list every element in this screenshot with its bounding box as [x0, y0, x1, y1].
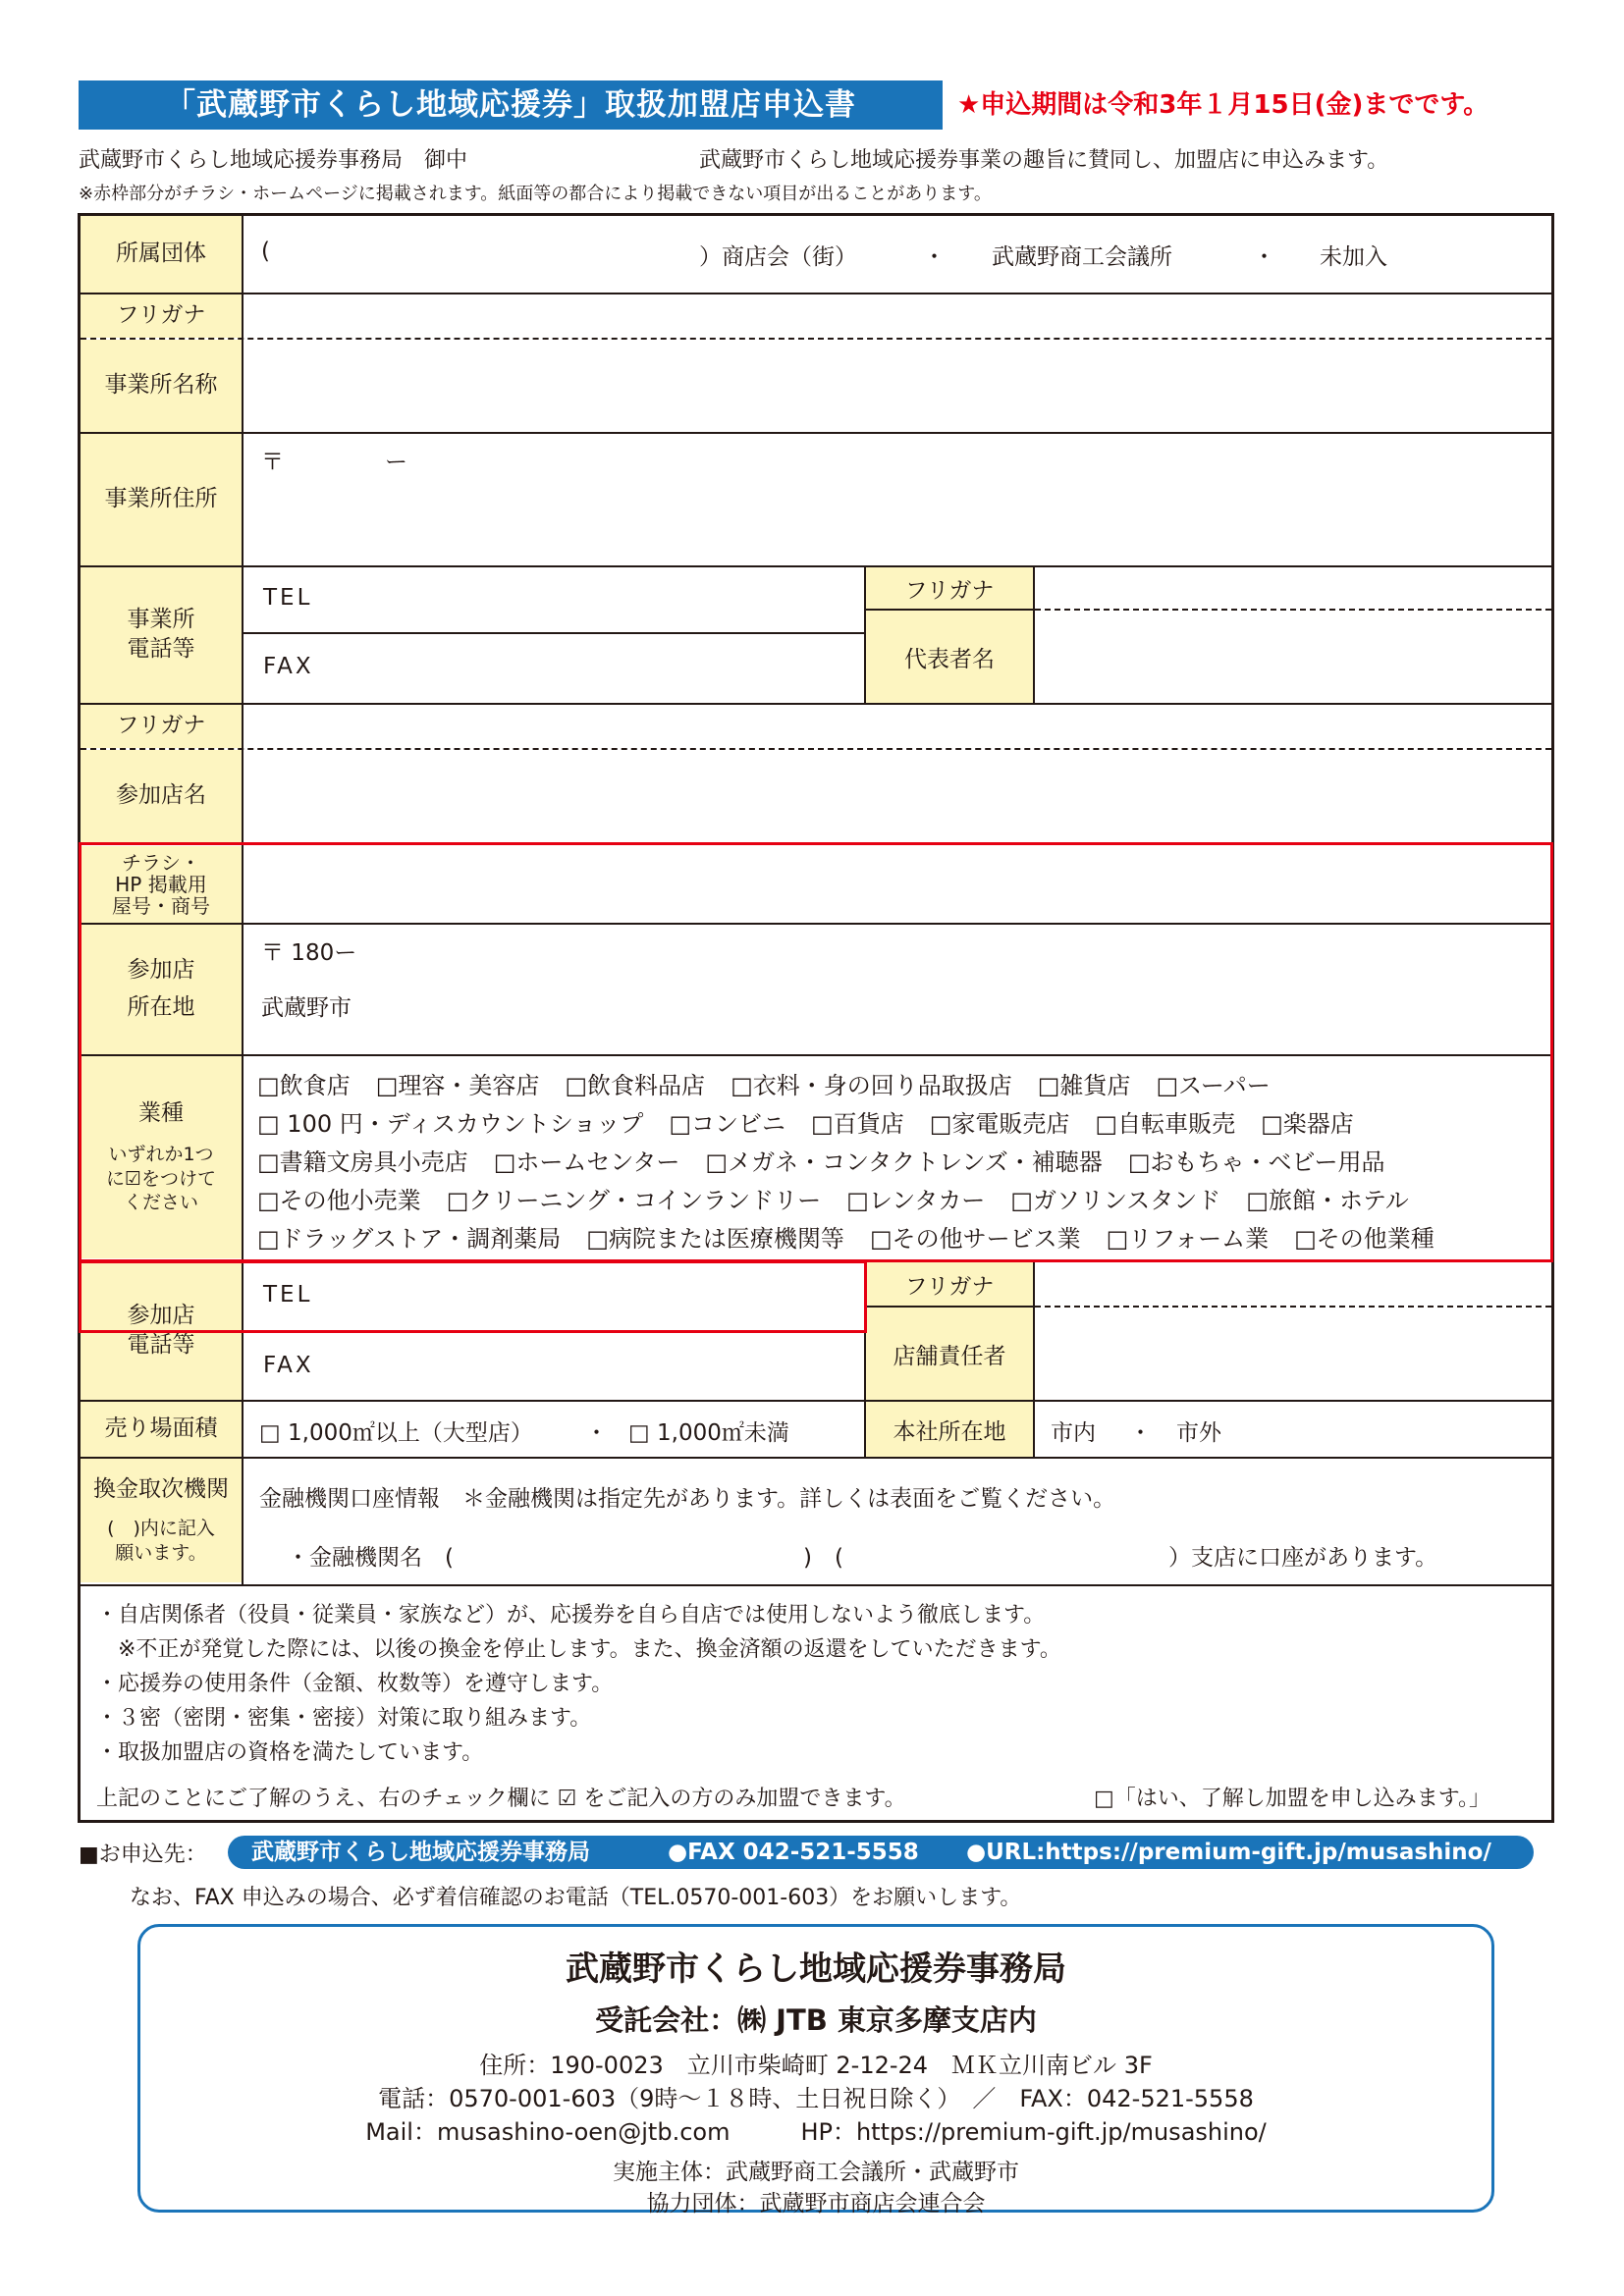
- industry-option[interactable]: □リフォーム業: [1106, 1225, 1270, 1253]
- label-manager-furigana: フリガナ: [866, 1262, 1033, 1306]
- bank-info-text: 金融機関口座情報 ＊金融機関は指定先があります。詳しくは表面をご覧ください。: [259, 1486, 1116, 1512]
- apply-prefix: ■お申込先：: [79, 1842, 207, 1867]
- office-phone: 電話：0570-001-603（9時～１８時、土日祝日除く） ／ FAX：042-521-5558: [378, 2085, 1254, 2112]
- store-postal: 〒 180ー: [261, 940, 357, 966]
- deadline-notice: ★申込期間は令和3年１月15日(金)までです。: [957, 90, 1489, 120]
- affiliation-none-option[interactable]: 未加入: [1320, 244, 1387, 270]
- label-rep-furigana: フリガナ: [866, 567, 1033, 609]
- organizer: 実施主体：武蔵野商工会議所・武蔵野市: [613, 2160, 1019, 2185]
- industry-row-4[interactable]: [257, 1181, 1435, 1215]
- affiliation-separator: ・: [923, 244, 946, 270]
- industry-option[interactable]: □ガソリンスタンド: [1010, 1187, 1221, 1214]
- bank-branch-open: ) (: [803, 1545, 843, 1571]
- label-hq: 本社所在地: [866, 1402, 1033, 1457]
- industry-option[interactable]: □その他業種: [1294, 1225, 1435, 1253]
- industry-option[interactable]: □ホームセンター: [493, 1148, 680, 1176]
- hq-outside-option[interactable]: 市外: [1176, 1420, 1221, 1446]
- industry-option[interactable]: □旅館・ホテル: [1246, 1187, 1409, 1214]
- industry-row-3[interactable]: [257, 1143, 1411, 1177]
- industry-option[interactable]: □コンビニ: [669, 1110, 786, 1138]
- industry-option[interactable]: □百貨店: [811, 1110, 904, 1138]
- term-item: ・自店関係者（役員・従業員・家族など）が、応援券を自ら自店では使用しないよう徹底します。: [96, 1603, 1046, 1628]
- office-postal-dash: ー: [385, 450, 407, 475]
- apply-note: なお、FAX 申込みの場合、必ず着信確認のお電話（TEL.0570-001-603）をお願いします。: [130, 1886, 1022, 1910]
- affiliation-separator: ・: [1253, 244, 1275, 270]
- industry-option[interactable]: □病院または医療機関等: [586, 1225, 844, 1253]
- cooperation: 協力団体：武蔵野市商店会連合会: [646, 2191, 986, 2216]
- label-store-location: 参加店 所在地: [81, 925, 242, 1054]
- industry-option[interactable]: □おもちゃ・ベビー用品: [1127, 1148, 1385, 1176]
- label-industry: 業種 いずれか1つ に☑をつけて ください: [81, 1056, 242, 1258]
- term-item: ・取扱加盟店の資格を満たしています。: [96, 1740, 484, 1765]
- floor-area-separator: ・: [585, 1420, 608, 1446]
- floor-area-small-checkbox[interactable]: □ 1,000㎡未満: [628, 1420, 789, 1446]
- bank-name-field[interactable]: ・金融機関名 (: [287, 1545, 454, 1571]
- label-affiliation: 所属団体: [81, 216, 242, 293]
- industry-option[interactable]: □雑貨店: [1037, 1072, 1131, 1099]
- industry-option[interactable]: □その他サービス業: [869, 1225, 1081, 1253]
- floor-area-large-checkbox[interactable]: □ 1,000㎡以上（大型店）: [259, 1420, 533, 1446]
- office-mail-web: Mail：musashino-oen@jtb.com HP：https://premium-gift.jp/musashino/: [365, 2118, 1267, 2146]
- label-store-phone: 参加店 電話等: [81, 1262, 242, 1400]
- industry-row-2[interactable]: [257, 1104, 1380, 1139]
- form-title: 「武蔵野市くらし地域応援券」取扱加盟店申込書: [79, 80, 943, 130]
- contractor: 受託会社：㈱ JTB 東京多摩支店内: [595, 2003, 1037, 2037]
- industry-row-5[interactable]: [257, 1219, 1460, 1254]
- label-store-name: 参加店名: [81, 750, 242, 842]
- office-postal-mark: 〒: [261, 450, 284, 475]
- office-tel-field[interactable]: TEL: [263, 585, 313, 611]
- red-frame-note: ※赤枠部分がチラシ・ホームページに掲載されます。紙面等の都合により掲載できない項目が出ることがあります。: [79, 184, 992, 204]
- bank-branch-text: ）支店に口座があります。: [1168, 1545, 1438, 1571]
- industry-row-1[interactable]: [257, 1066, 1296, 1100]
- term-item: ※不正が発覚した際には、以後の換金を停止します。また、換金済額の返還をしていただきます。: [96, 1637, 1061, 1662]
- hq-separator: ・: [1129, 1420, 1152, 1446]
- store-city: 武蔵野市: [261, 995, 352, 1021]
- label-office-name: 事業所名称: [81, 340, 242, 432]
- apply-url-link[interactable]: ●URL:https://premium-gift.jp/musashino/: [966, 1840, 1491, 1865]
- label-manager: 店舗責任者: [866, 1308, 1033, 1400]
- apply-fax: ●FAX 042-521-5558: [668, 1840, 919, 1865]
- affiliation-chamber-option[interactable]: 武蔵野商工会議所: [992, 244, 1172, 270]
- label-furigana: フリガナ: [81, 294, 242, 338]
- industry-option[interactable]: □楽器店: [1261, 1110, 1354, 1138]
- label-bank: 換金取次機関 ( )内に記入 願います。: [81, 1459, 242, 1582]
- term-item: ・３密（密閉・密集・密接）対策に取り組みます。: [96, 1706, 592, 1731]
- office-name-heading: 武蔵野市くらし地域応援券事務局: [566, 1949, 1066, 1989]
- industry-option[interactable]: □ 100 円・ディスカウントショップ: [257, 1110, 644, 1138]
- consent-checkbox[interactable]: □「はい、了解し加盟を申し込みます。」: [1094, 1787, 1491, 1811]
- label-furigana-2: フリガナ: [81, 705, 242, 748]
- apply-office: 武蔵野市くらし地域応援券事務局: [251, 1840, 590, 1865]
- addressee: 武蔵野市くらし地域応援券事務局 御中: [79, 148, 468, 173]
- industry-option[interactable]: □その他小売業: [257, 1187, 421, 1214]
- industry-option[interactable]: □レンタカー: [846, 1187, 986, 1214]
- affiliation-shotenkai-option[interactable]: ）商店会（街）: [699, 244, 857, 270]
- office-address: 住所：190-0023 立川市柴崎町 2-12-24 ＭＫ立川南ビル 3F: [479, 2052, 1153, 2079]
- industry-option[interactable]: □スーパー: [1156, 1072, 1271, 1099]
- term-item: ・応援券の使用条件（金額、枚数等）を遵守します。: [96, 1672, 614, 1696]
- industry-option[interactable]: □書籍文房具小売店: [257, 1148, 468, 1176]
- label-flyer-name: チラシ・ HP 掲載用 屋号・商号: [81, 846, 242, 923]
- industry-option[interactable]: □飲食店: [257, 1072, 351, 1099]
- industry-option[interactable]: □家電販売店: [929, 1110, 1070, 1138]
- statement: 武蔵野市くらし地域応援券事業の趣旨に賛同し、加盟店に申込みます。: [699, 148, 1389, 173]
- industry-option[interactable]: □クリーニング・コインランドリー: [446, 1187, 822, 1214]
- industry-option[interactable]: □自転車販売: [1095, 1110, 1236, 1138]
- industry-option[interactable]: □理容・美容店: [375, 1072, 540, 1099]
- store-fax-field[interactable]: FAX: [263, 1353, 314, 1378]
- industry-option[interactable]: □メガネ・コンタクトレンズ・補聴器: [705, 1148, 1103, 1176]
- industry-option[interactable]: □飲食料品店: [565, 1072, 706, 1099]
- office-fax-field[interactable]: FAX: [263, 654, 314, 679]
- store-tel-field[interactable]: TEL: [263, 1282, 313, 1308]
- industry-option[interactable]: □ドラッグストア・調剤薬局: [257, 1225, 562, 1253]
- industry-option[interactable]: □衣料・身の回り品取扱店: [731, 1072, 1012, 1099]
- label-floor-area: 売り場面積: [81, 1402, 242, 1457]
- affiliation-open-paren: (: [261, 239, 270, 264]
- apply-contact-bar: [228, 1836, 1534, 1869]
- label-representative: 代表者名: [866, 611, 1033, 703]
- hq-inside-option[interactable]: 市内: [1051, 1420, 1096, 1446]
- consent-text: 上記のことにご了解のうえ、右のチェック欄に ☑ をご記入の方のみ加盟できます。: [96, 1787, 906, 1811]
- label-office-phone: 事業所 電話等: [81, 567, 242, 703]
- label-office-address: 事業所住所: [81, 434, 242, 565]
- red-frame-store-tel: [79, 1260, 867, 1333]
